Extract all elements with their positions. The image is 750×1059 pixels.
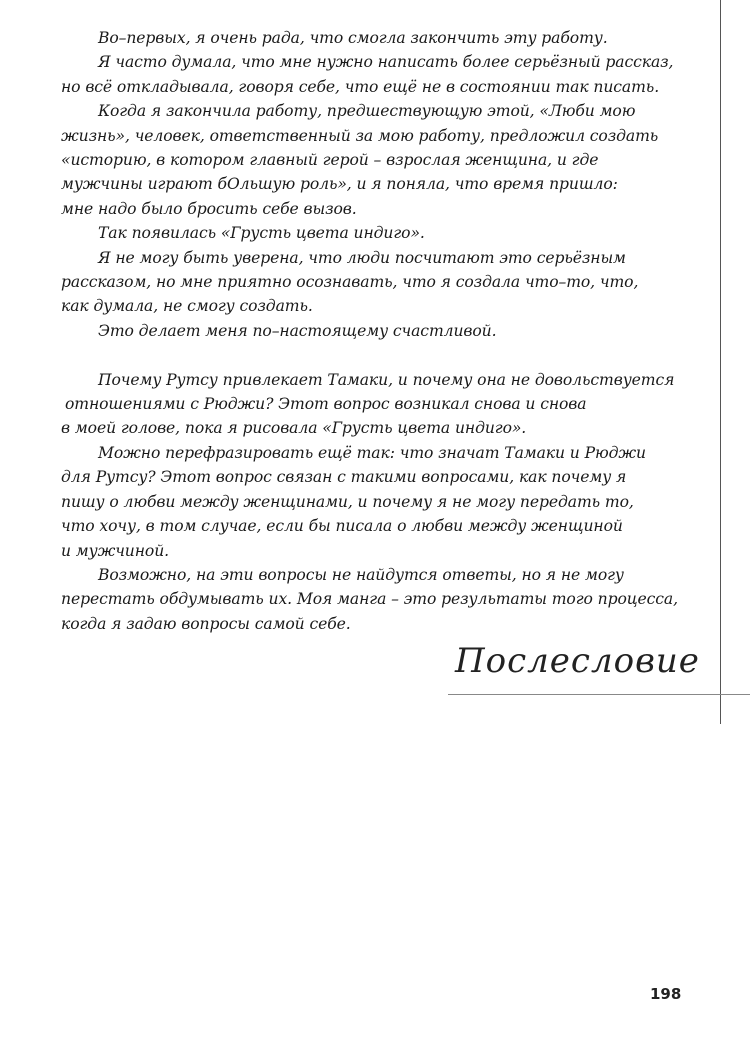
text-line: мужчины играют бОльшую роль», и я поняла, что время пришло: (61, 175, 618, 194)
text-line: жизнь», человек, ответственный за мою работу, предложил создать (61, 126, 659, 145)
text-line: Я часто думала, что мне нужно написать более серьёзный рассказ, (98, 53, 674, 72)
text-line: Можно перефразировать ещё так: что значат Тамаки и Рюджи (98, 443, 646, 462)
text-line: когда я задаю вопросы самой себе. (61, 614, 351, 633)
text-line: «историю, в котором главный герой – взрослая женщина, и где (61, 151, 599, 170)
horizontal-rule (448, 694, 750, 695)
text-line: что хочу, в том случае, если бы писала о любви между женщиной (61, 517, 623, 536)
afterword-heading: Послесловие (455, 641, 700, 681)
text-line: но всё откладывала, говоря себе, что ещё не в состоянии так писать. (61, 77, 660, 96)
text-line: Это делает меня по–настоящему счастливой. (98, 321, 497, 340)
text-line: Возможно, на эти вопросы не найдутся ответы, но я не могу (98, 565, 624, 584)
text-line: Почему Рутсу привлекает Тамаки, и почему она не довольствуется (98, 370, 675, 389)
text-line: мне надо было бросить себе вызов. (61, 199, 357, 218)
text-line: рассказом, но мне приятно осознавать, что я создала что–то, что, (61, 273, 639, 292)
text-line: Когда я закончила работу, предшествующую этой, «Люби мою (98, 102, 636, 121)
text-line: Так появилась «Грусть цвета индиго». (98, 224, 425, 243)
text-line: Во–первых, я очень рада, что смогла закончить эту работу. (98, 29, 608, 47)
vertical-rule (720, 0, 721, 724)
text-line: Я не могу быть уверена, что люди посчитают это серьёзным (98, 248, 626, 267)
text-line: пишу о любви между женщинами, и почему я не могу передать то, (61, 492, 634, 511)
page-number: 198 (650, 985, 682, 1003)
text-line: для Рутсу? Этот вопрос связан с такими вопросами, как почему я (61, 468, 627, 487)
body-text (61, 26, 701, 636)
text-line: в моей голове, пока я рисовала «Грусть цвета индиго». (61, 419, 527, 438)
text-line: и мужчиной. (61, 541, 170, 560)
text-line: как думала, не смогу создать. (61, 297, 313, 316)
text-line: отношениями с Рюджи? Этот вопрос возникал снова и снова (65, 395, 587, 414)
text-line: перестать обдумывать их. Моя манга – это результаты того процесса, (61, 590, 678, 609)
paragraph-gap (61, 343, 701, 367)
